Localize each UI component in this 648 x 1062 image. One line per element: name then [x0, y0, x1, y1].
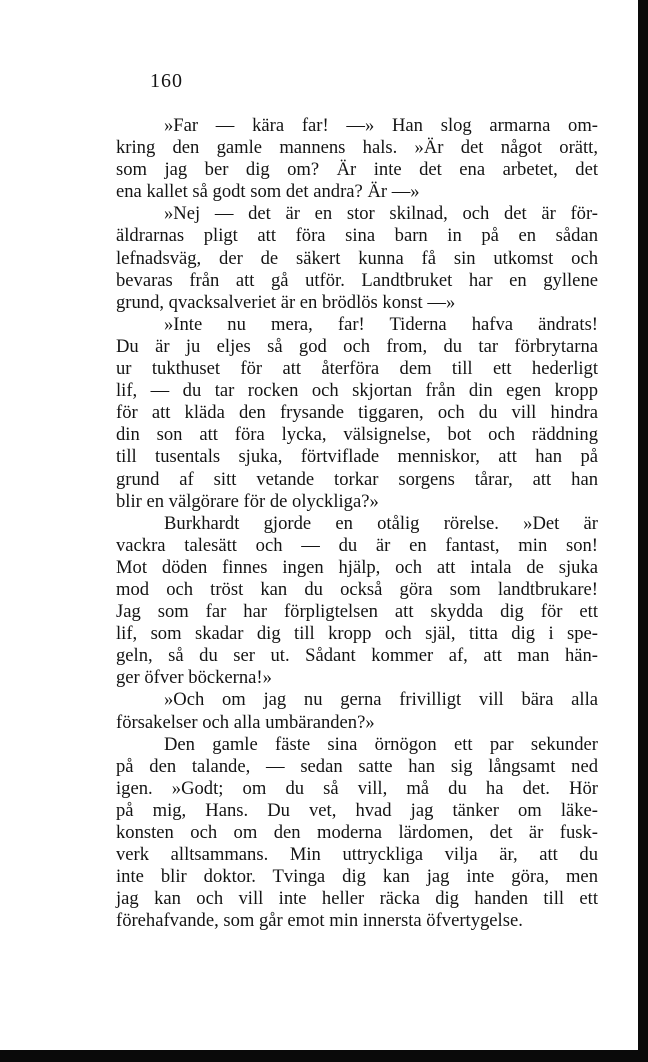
text-line: igen. »Godt; om du så vill, må du ha det. Hör [116, 777, 598, 799]
page-number: 160 [150, 70, 183, 92]
text-line: Burkhardt gjorde en otålig rörelse. »Det är [164, 512, 598, 534]
text-line: till tusentals sjuka, förtviflade menniskor, att han på [116, 446, 598, 468]
paragraph [116, 115, 598, 203]
text-line: vackra talesätt och — du är en fantast, min son! [116, 534, 598, 556]
text-line: »Far — kära far! —» Han slog armarna om- [164, 115, 598, 136]
text-line: blir en välgörare för de olyckliga?» [116, 490, 379, 512]
text-line: verk alltsammans. Min uttryckliga vilja är, att du [116, 844, 598, 866]
text-line: på den talande, — sedan satte han sig långsamt ned [116, 755, 598, 777]
text-line: konsten och om den moderna lärdomen, det är fusk- [116, 822, 598, 843]
scan-edge-bottom [0, 1050, 648, 1062]
text-line: äldrarnas pligt att föra sina barn in på en sådan [116, 225, 598, 247]
text-line: ur tukthuset för att återföra dem till ett hederligt [116, 358, 598, 380]
text-line: som jag ber dig om? Är inte det ena arbetet, det [116, 159, 598, 181]
text-line: kring den gamle mannens hals. »Är det något orätt, [116, 137, 598, 159]
text-line: din son att föra lycka, välsignelse, bot och räddning [116, 424, 598, 446]
text-line: förehafvande, som går emot min innersta öfvertygelse. [116, 910, 523, 932]
text-line: »Och om jag nu gerna frivilligt vill bära alla [164, 689, 598, 711]
text-line: Mot döden finnes ingen hjälp, och att intala de sjuka [116, 556, 598, 578]
scan-edge-right [638, 0, 648, 1062]
text-line: jag kan och vill inte heller räcka dig handen till ett [116, 888, 598, 910]
text-line: mod och tröst kan du också göra som landtbrukare! [116, 578, 598, 600]
text-line: grund af sitt vetande torkar sorgens tårar, att han [116, 468, 598, 490]
text-line: Jag som far har förpligtelsen att skydda dig för ett [116, 601, 598, 623]
text-line: grund, qvacksalveriet är en brödlös konst —» [116, 291, 456, 313]
text-line: bevaras från att gå utför. Landtbruket har en gyllene [116, 269, 598, 291]
text-line: för att kläda den frysande tiggaren, och du vill hindra [116, 402, 598, 424]
text-line: ger öfver böckerna!» [116, 667, 272, 689]
text-line: på mig, Hans. Du vet, hvad jag tänker om läke- [116, 799, 598, 821]
text-line: Du är ju eljes så god och from, du tar förbrytarna [116, 335, 598, 357]
text-line: »Nej — det är en stor skilnad, och det är för- [164, 203, 598, 225]
paragraph [116, 513, 598, 690]
text-line: ena kallet så godt som det andra? Är —» [116, 181, 420, 203]
text-line: Den gamle fäste sina örnögon ett par sekunder [164, 733, 598, 755]
text-line: geln, så du ser ut. Sådant kommer af, att man hän- [116, 645, 598, 667]
paragraph [116, 689, 598, 733]
text-line: inte blir doktor. Tvinga dig kan jag inte göra, men [116, 866, 598, 888]
paragraph [116, 203, 598, 313]
paragraph [116, 314, 598, 513]
text-line: lefnadsväg, der de säkert kunna få sin utkomst och [116, 247, 598, 269]
text-line: »Inte nu mera, far! Tiderna hafva ändrats! [164, 313, 598, 335]
text-line: försakelser och alla umbäranden?» [116, 711, 375, 733]
body-text [116, 115, 598, 932]
text-line: lif, som skadar dig till kropp och själ, titta dig i spe- [116, 623, 598, 645]
paragraph [116, 734, 598, 933]
text-line: lif, — du tar rocken och skjortan från din egen kropp [116, 380, 598, 402]
